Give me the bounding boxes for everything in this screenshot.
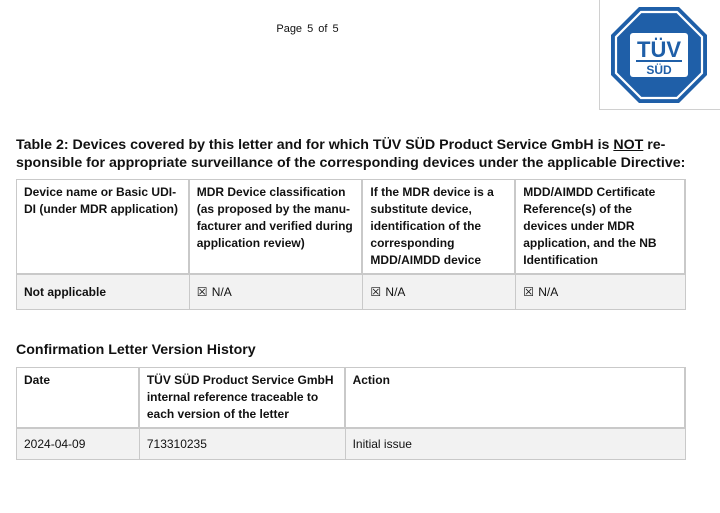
devices-table xyxy=(16,179,686,310)
header-substitute-device: If the MDR device is a substitute device, identification of the corresponding MDD/AIMDD device xyxy=(363,180,516,275)
cell-classification xyxy=(190,275,364,310)
cell-date: 2024-04-09 xyxy=(17,429,140,460)
cell-device-name: Not applicable xyxy=(17,275,190,310)
checked-box-icon: ☒ xyxy=(196,284,208,299)
checked-box-icon: ☒ xyxy=(370,284,382,299)
version-history-table xyxy=(16,367,686,460)
header-certificate-reference: MDD/AIMDD Certificate Reference(s) of the devices under MDR application, and the NB Identification xyxy=(516,180,686,275)
table2-title-part1: Table 2: Devices covered by this letter and for which TÜV SÜD Product Service GmbH is xyxy=(16,137,614,153)
header-action: Action xyxy=(346,368,686,429)
table-row xyxy=(17,429,686,460)
cell-substitute xyxy=(363,275,516,310)
cell-certificate-value: N/A xyxy=(538,284,559,299)
cell-substitute-value: N/A xyxy=(385,284,406,299)
tuv-sud-octagon-logo xyxy=(609,5,709,105)
logo-text-top: TÜV xyxy=(637,37,681,62)
header-internal-reference: TÜV SÜD Product Service GmbH internal reference traceable to each version of the letter xyxy=(140,368,346,429)
version-history-title: Confirmation Letter Version History xyxy=(16,342,256,358)
cell-action: Initial issue xyxy=(346,429,686,460)
checked-box-icon: ☒ xyxy=(523,284,534,299)
cell-classification-value: N/A xyxy=(211,284,232,299)
header-date: Date xyxy=(17,368,140,429)
cell-reference: 713310235 xyxy=(140,429,346,460)
header-mdr-classification: MDR Device classification (as proposed by the manu-facturer and verified during application review) xyxy=(190,180,364,275)
cell-certificate xyxy=(516,275,686,310)
table2-title-emphasis: NOT xyxy=(613,137,644,153)
header-device-name: Device name or Basic UDI-DI (under MDR application) xyxy=(17,180,190,275)
table-row xyxy=(17,275,686,310)
logo-text-bottom: SÜD xyxy=(646,63,672,77)
table-header-row xyxy=(17,180,686,275)
table2-title-part2: re-sponsible for appropriate surveillance of the corresponding devices under the applicable Directive: xyxy=(16,137,686,171)
table-header-row xyxy=(17,368,686,429)
table2-title xyxy=(16,136,696,172)
page-number: Page 5 of 5 xyxy=(276,23,339,35)
tuv-sud-logo xyxy=(599,0,720,110)
